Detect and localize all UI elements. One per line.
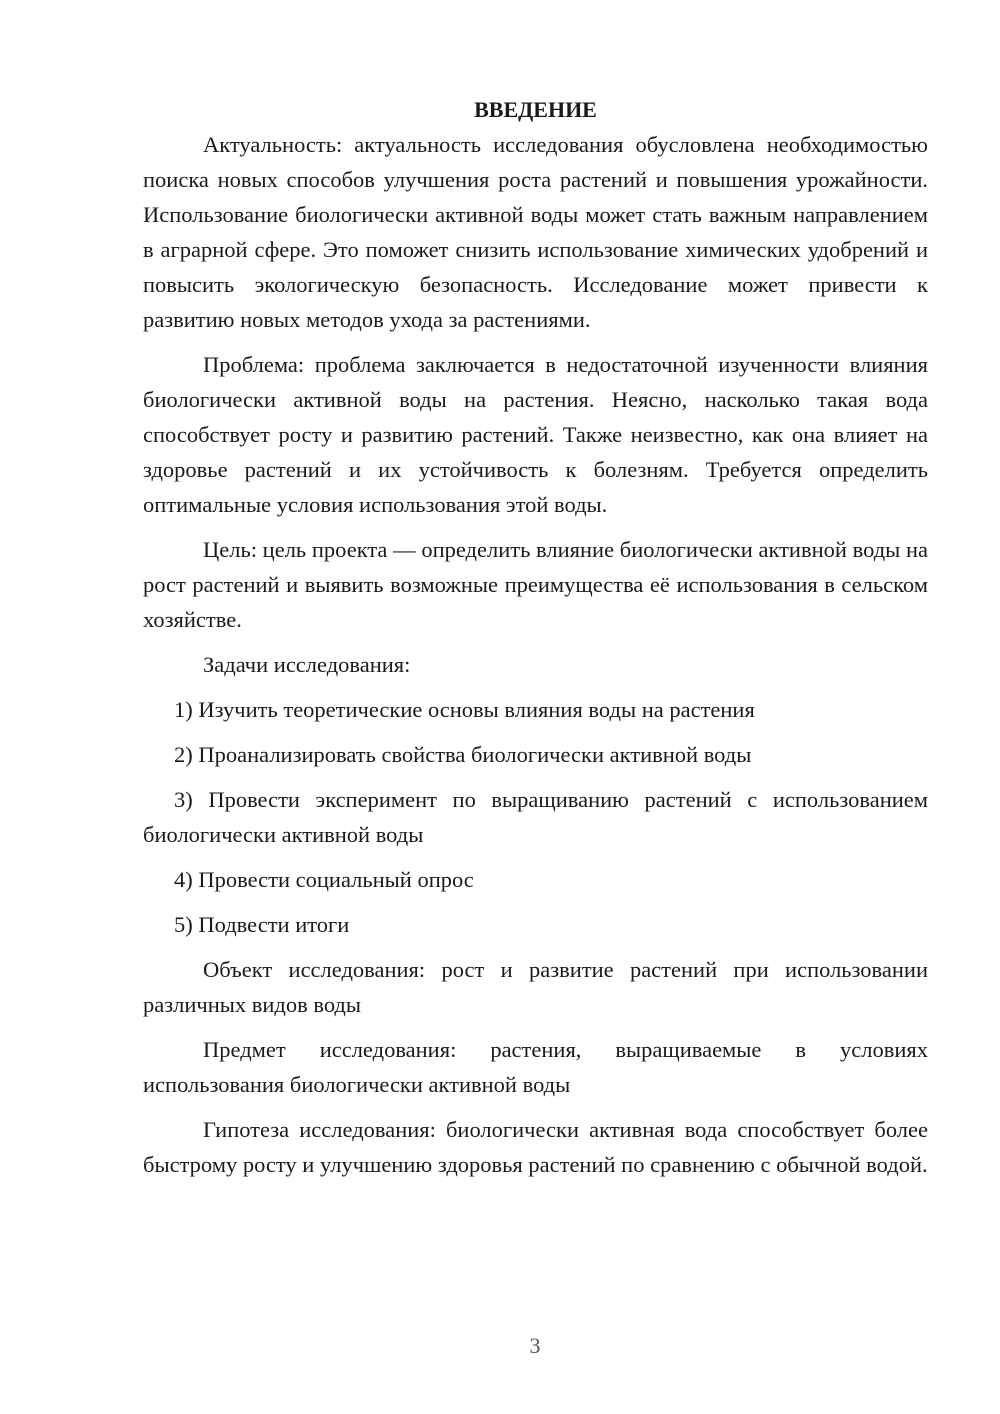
task-item-4: 4) Провести социальный опрос — [174, 867, 474, 892]
task-item-5: 5) Подвести итоги — [174, 912, 350, 937]
task-item-2: 2) Проанализировать свойства биологически активной воды — [174, 742, 752, 767]
paragraph-hypothesis: Гипотеза исследования: биологически активная вода способствует более быстрому росту и улучшению здоровья растений по сравнению с обычной водой. — [143, 1117, 928, 1177]
task-item-1: 1) Изучить теоретические основы влияния воды на растения — [174, 697, 755, 722]
paragraph-relevance: Актуальность: актуальность исследования обусловлена необходимостью поиска новых способов улучшения роста растений и повышения урожайности. Использование биологически активной воды может стать важным направлением в аграрной сфере. Это поможет снизить использование химических удобрений и повысить экологическую безопасность. Исследование может привести к развитию новых методов ухода за растениями. — [143, 132, 928, 332]
paragraph-goal: Цель: цель проекта — определить влияние биологически активной воды на рост растений и выявить возможные преимущества её использования в сельском хозяйстве. — [143, 537, 928, 632]
section-heading: ВВЕДЕНИЕ — [474, 97, 597, 122]
document-page — [143, 92, 928, 1182]
paragraph-object: Объект исследования: рост и развитие растений при использовании различных видов воды — [143, 957, 928, 1017]
tasks-title: Задачи исследования: — [203, 652, 411, 677]
paragraph-subject: Предмет исследования: растения, выращиваемые в условиях использования биологически активной воды — [143, 1037, 928, 1097]
paragraph-problem: Проблема: проблема заключается в недостаточной изученности влияния биологически активной воды на растения. Неясно, насколько такая вода способствует росту и развитию растений. Также неизвестно, как она влияет на здоровье растений и их устойчивость к болезням. Требуется определить оптимальные условия использования этой воды. — [143, 352, 928, 517]
task-item-3: 3) Провести эксперимент по выращиванию растений с использованием биологически активной воды — [143, 787, 928, 847]
page-number: 3 — [529, 1333, 541, 1358]
